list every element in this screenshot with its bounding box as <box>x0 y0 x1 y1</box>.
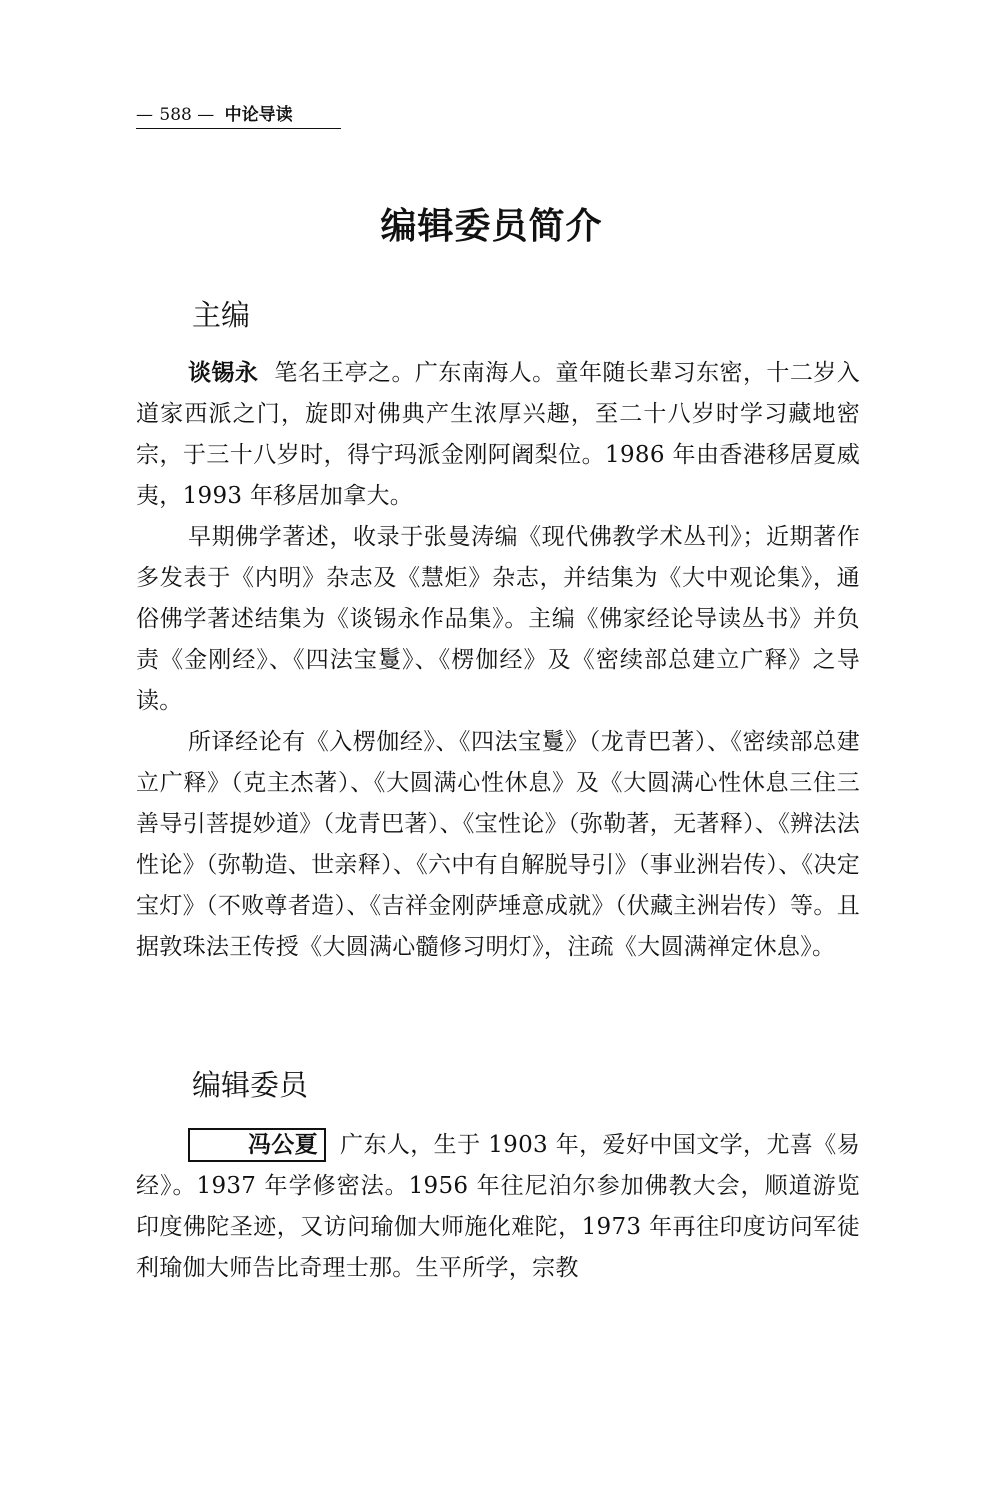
board-member-bio-text: 广东人，生于 1903 年，爱好中国文学，尤喜《易经》。1937 年学修密法。1956 年往尼泊尔参加佛教大会，顺道游览印度佛陀圣迹，又访问瑜伽大师施化难陀，1973 年再往印度访问军徒利瑜伽大师告比奇理士那。生平所学，宗教 <box>136 1132 860 1281</box>
section-heading-editorial-board: 编辑委员 <box>192 1068 309 1102</box>
header-dash-left: — <box>136 105 153 125</box>
chief-editor-works-paragraph: 早期佛学著述，收录于张曼涛编《现代佛教学术丛刊》；近期著作多发表于《内明》杂志及《慧炬》杂志，并结集为《大中观论集》，通俗佛学著述结集为《谈锡永作品集》。主编《佛家经论导读丛书》并负责《金刚经》、《四法宝鬘》、《楞伽经》及《密续部总建立广释》之导读。 <box>136 524 860 714</box>
chief-editor-bio-paragraph <box>136 353 860 517</box>
board-member-name: 冯公夏 <box>188 1128 326 1162</box>
running-header <box>136 100 341 129</box>
chief-editor-translations-paragraph: 所译经论有《入楞伽经》、《四法宝鬘》（龙青巴著）、《密续部总建立广释》（克主杰著）、《大圆满心性休息》及《大圆满心性休息三住三善导引菩提妙道》（龙青巴著）、《宝性论》（弥勒著，无著释）、《辨法法性论》（弥勒造、世亲释）、《六中有自解脱导引》（事业洲岩传）、《决定宝灯》（不败尊者造）、《吉祥金刚萨埵意成就》（伏藏主洲岩传）等。且据敦珠法王传授《大圆满心髓修习明灯》，注疏《大圆满禅定休息》。 <box>136 729 860 960</box>
page-title: 编辑委员简介 <box>380 206 603 247</box>
header-dash-right: — <box>197 105 215 125</box>
section-heading-chief-editor: 主编 <box>192 298 251 332</box>
board-member-bio-paragraph <box>136 1125 860 1289</box>
chief-editor-bio-text: 笔名王亭之。广东南海人。童年随长辈习东密，十二岁入道家西派之门，旋即对佛典产生浓厚兴趣，至二十八岁时学习藏地密宗，于三十八岁时，得宁玛派金刚阿阇梨位。1986 年由香港移居夏威夷，1993 年移居加拿大。 <box>136 360 861 509</box>
book-title: 中论导读 <box>224 105 293 125</box>
page-number: 588 <box>159 105 192 125</box>
chief-editor-name: 谈锡永 <box>188 360 259 386</box>
